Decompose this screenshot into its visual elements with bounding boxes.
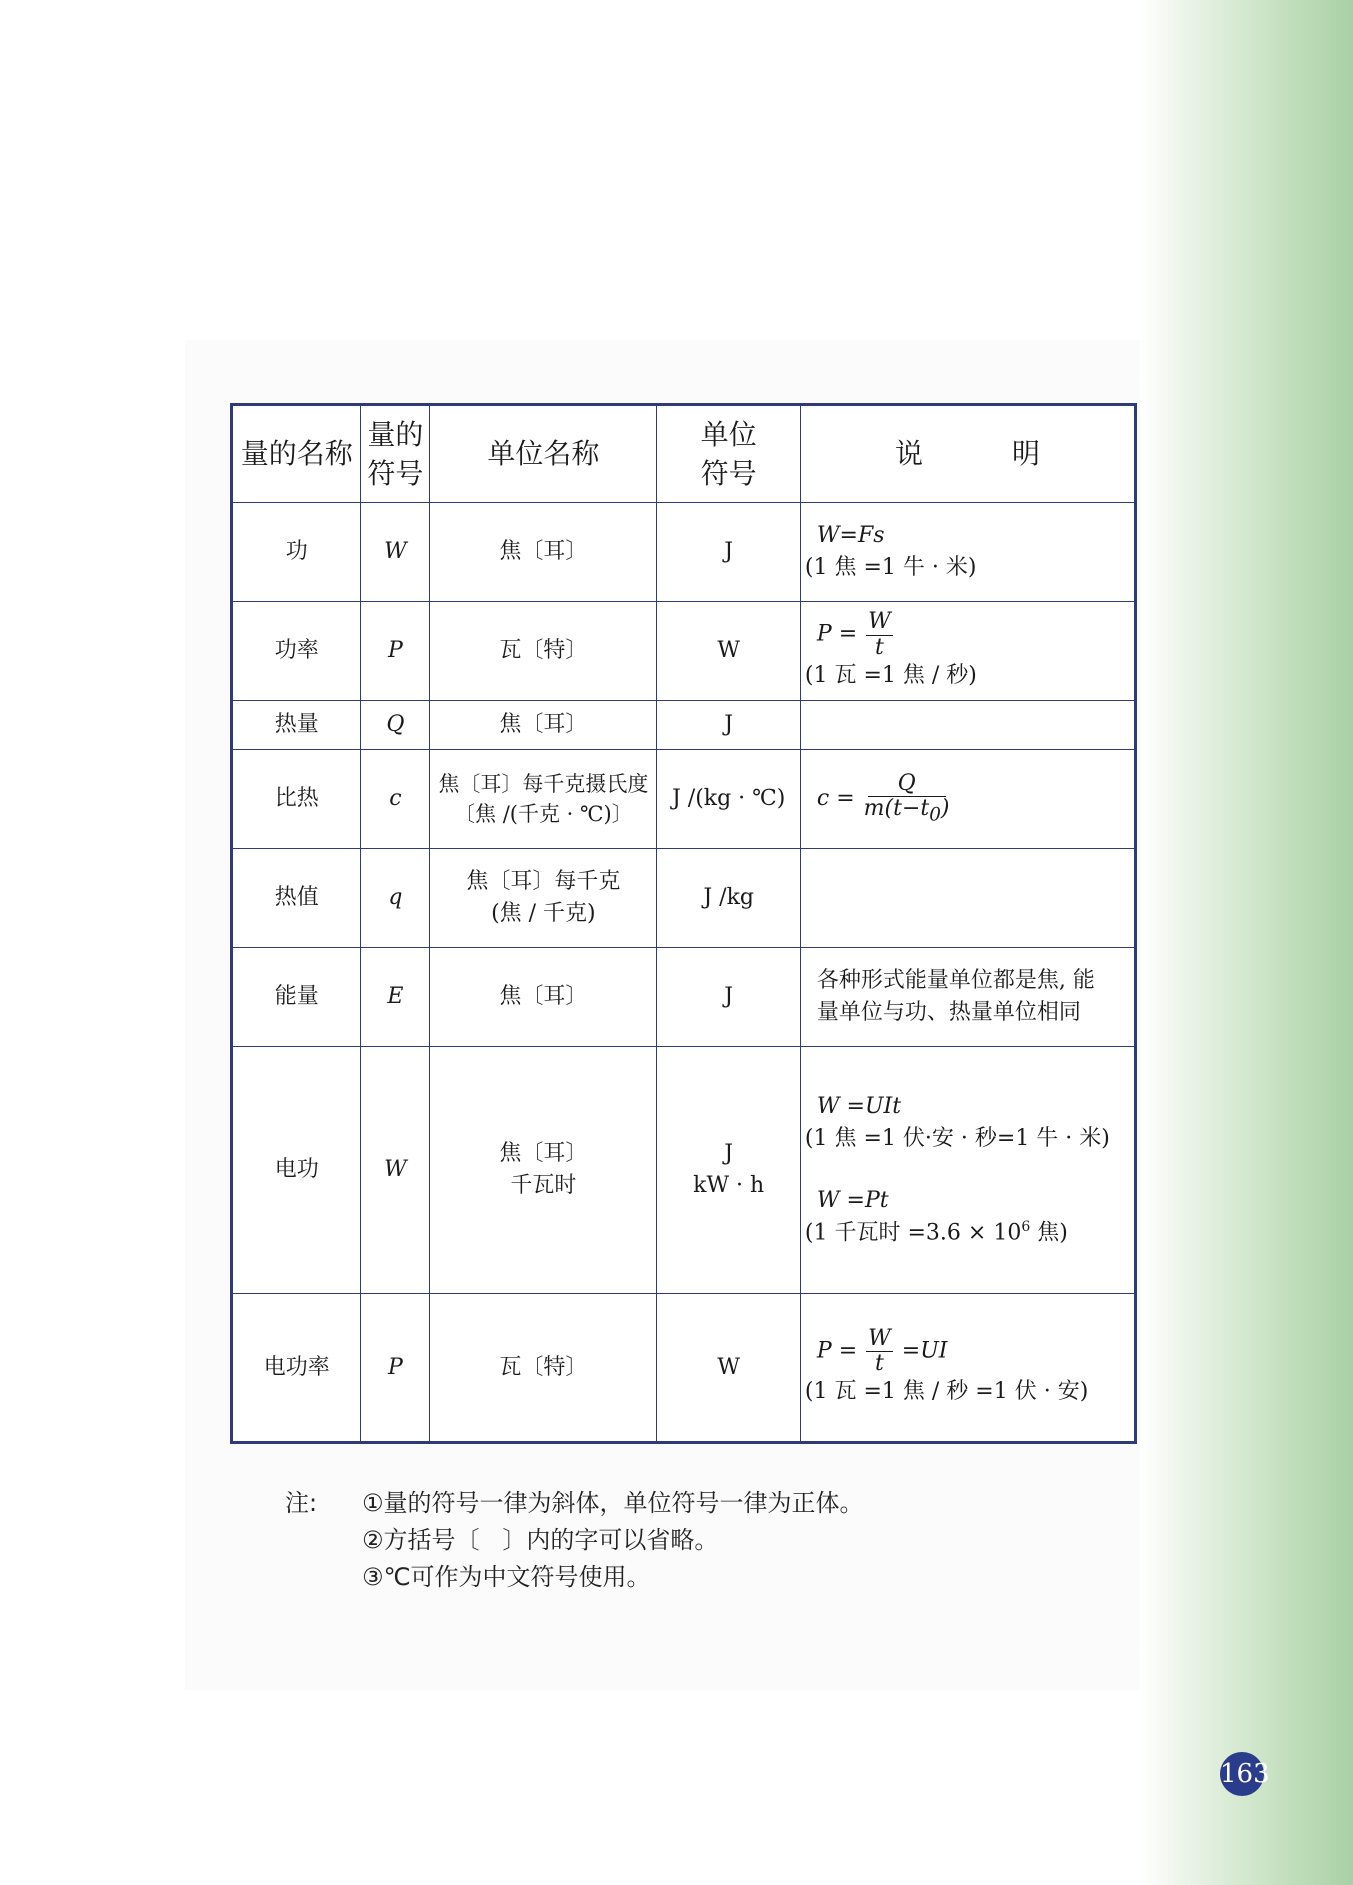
- unit-name: 焦〔耳〕 千瓦时: [430, 1047, 657, 1294]
- formula-note: (1 焦 =1 牛 · 米): [804, 555, 977, 580]
- quantity-name: 电功: [232, 1047, 361, 1294]
- formula-note: (1 瓦 =1 焦 / 秒): [804, 662, 977, 688]
- table-row: [232, 602, 1136, 701]
- page-number: 163: [1220, 1752, 1264, 1796]
- header-unit-name: 单位名称: [430, 405, 657, 503]
- quantity-symbol: P: [361, 602, 430, 701]
- quantity-name: 电功率: [232, 1294, 361, 1443]
- note-item: ②方括号〔 〕内的字可以省略。: [362, 1526, 719, 1554]
- unit-name: 焦〔耳〕每千克 (焦 / 千克): [430, 849, 657, 948]
- header-quantity-symbol: 量的 符号: [361, 405, 430, 503]
- formula: P = $\frac{W}{t}$: [816, 609, 891, 660]
- header-unit-symbol: 单位 符号: [657, 405, 800, 503]
- unit-symbol: J: [657, 701, 800, 750]
- table-row: [232, 701, 1136, 750]
- quantity-name: 功率: [232, 602, 361, 701]
- note-item: ①量的符号一律为斜体，单位符号一律为正体。: [362, 1489, 864, 1517]
- description: [800, 701, 1135, 750]
- quantity-symbol: W: [361, 1047, 430, 1294]
- formula-note: (1 焦 =1 伏·安 · 秒=1 牛 · 米): [804, 1125, 1110, 1151]
- unit-name: 瓦〔特〕: [430, 1294, 657, 1443]
- quantity-name: 能量: [232, 948, 361, 1047]
- quantity-symbol: q: [361, 849, 430, 948]
- formula: W=Fs: [816, 523, 885, 549]
- unit-symbol: J /(kg · ℃): [657, 750, 800, 849]
- description: [800, 750, 1135, 849]
- description: [800, 602, 1135, 701]
- header-quantity-name: 量的名称: [232, 405, 361, 503]
- formula: W =Pt: [816, 1187, 889, 1213]
- unit-name: 焦〔耳〕: [430, 503, 657, 602]
- unit-symbol: J: [657, 503, 800, 602]
- unit-name: 焦〔耳〕: [430, 948, 657, 1047]
- formula: P = $\frac{W}{t}$ =UI: [816, 1325, 948, 1377]
- quantity-name: 热量: [232, 701, 361, 750]
- table-row: [232, 1294, 1136, 1443]
- quantity-symbol: c: [361, 750, 430, 849]
- quantity-name: 功: [232, 503, 361, 602]
- table-row: [232, 948, 1136, 1047]
- unit-symbol: W: [657, 602, 800, 701]
- units-table: [230, 403, 1137, 1444]
- quantity-name: 热值: [232, 849, 361, 948]
- table-row: [232, 849, 1136, 948]
- quantity-name: 比热: [232, 750, 361, 849]
- description: [800, 503, 1135, 602]
- table-row: [232, 750, 1136, 849]
- formula-note: (1 千瓦时 $=3.6 \times 10^6$ 焦): [804, 1218, 1068, 1246]
- formula: c = $\frac{Q}{m(t-t_0)}$: [816, 771, 950, 826]
- unit-symbol: W: [657, 1294, 800, 1443]
- table-row: [232, 1047, 1136, 1294]
- quantity-symbol: E: [361, 948, 430, 1047]
- decorative-side-band: [1140, 0, 1353, 1885]
- unit-symbol: J /kg: [657, 849, 800, 948]
- description: [800, 849, 1135, 948]
- formula-note: (1 瓦 =1 焦 / 秒 =1 伏 · 安): [804, 1379, 1089, 1405]
- quantity-symbol: W: [361, 503, 430, 602]
- unit-name: 焦〔耳〕每千克摄氏度 〔焦 /(千克 · ℃)〕: [430, 750, 657, 849]
- table-row: [232, 503, 1136, 602]
- table-header-row: [232, 405, 1136, 503]
- header-description: 说 明: [800, 405, 1135, 503]
- quantity-symbol: Q: [361, 701, 430, 750]
- notes-label: 注:: [285, 1489, 318, 1517]
- formula: W =UIt: [816, 1094, 902, 1120]
- unit-symbol: J kW · h: [657, 1047, 800, 1294]
- description: 各种形式能量单位都是焦, 能 量单位与功、热量单位相同: [800, 948, 1135, 1047]
- description: [800, 1294, 1135, 1443]
- unit-name: 焦〔耳〕: [430, 701, 657, 750]
- unit-symbol: J: [657, 948, 800, 1047]
- note-item: ③℃可作为中文符号使用。: [362, 1563, 651, 1591]
- unit-name: 瓦〔特〕: [430, 602, 657, 701]
- description: [800, 1047, 1135, 1294]
- quantity-symbol: P: [361, 1294, 430, 1443]
